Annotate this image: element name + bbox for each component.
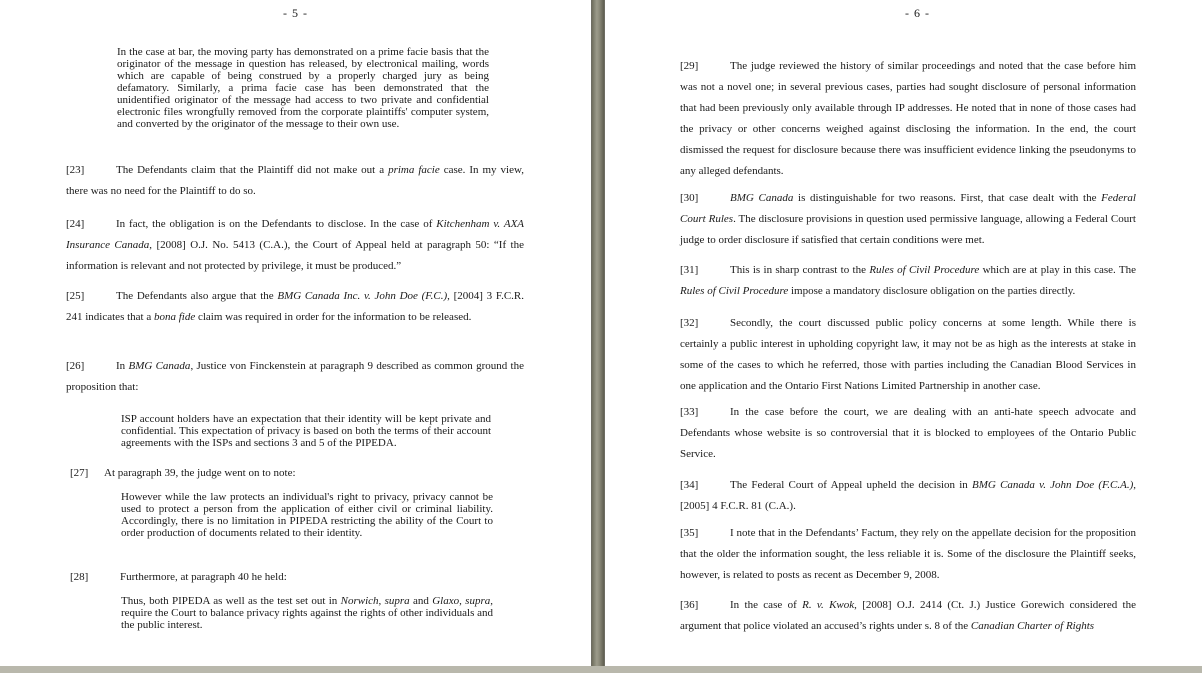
paragraph-34: [34] The Federal Court of Appeal upheld the decision in BMG Canada v. John Doe (F.C.A.), [2005] 4 F.C.R. 81 (C.A.). xyxy=(680,479,1136,512)
paragraph-23: [23] The Defendants claim that the Plaintiff did not make out a prima facie case. In my view, there was no need for the Plaintiff to do so. xyxy=(66,164,524,197)
paragraph-25: [25] The Defendants also argue that the BMG Canada Inc. v. John Doe (F.C.), [2004] 3 F.C.R. 241 indicates that a bona fide claim was required in order for the information to be released. xyxy=(66,290,525,323)
page-number: - 5 - xyxy=(283,6,308,20)
paragraph-26: [26] In BMG Canada, Justice von Finckenstein at paragraph 9 described as common ground the proposition that: xyxy=(66,360,524,393)
page-number: - 6 - xyxy=(905,6,930,20)
block-quote: However while the law protects an individual's right to privacy, privacy cannot be used to protect a person from the application of either civil or criminal liability. Accordingly, there is no limitation in PIPEDA restricting the ability of the Court to order production of documents related to their identity. xyxy=(121,491,493,539)
page-gutter xyxy=(592,0,604,673)
block-quote: Thus, both PIPEDA as well as the test set out in Norwich, supra and Glaxo, supra, require the Court to balance privacy rights against the rights of other individuals and the public interest. xyxy=(121,595,493,631)
paragraph-28: [28] Furthermore, at paragraph 40 he held: xyxy=(70,571,287,583)
viewer-bottom-edge xyxy=(0,666,1202,673)
page-5 xyxy=(0,0,592,673)
paragraph-33: [33] In the case before the court, we are dealing with an anti-hate speech advocate and Defendants whose website is so controversial that it is blocked to employees of the Ontario Public Service. xyxy=(680,406,1136,460)
paragraph-31: [31] This is in sharp contrast to the Rules of Civil Procedure which are at play in this case. The Rules of Civil Procedure impose a mandatory disclosure obligation on the parties directly. xyxy=(680,264,1137,297)
block-quote: ISP account holders have an expectation that their identity will be kept private and confidential. This expectation of privacy is based on both the terms of their account agreements with the ISPs and sections 3 and 5 of the PIPEDA. xyxy=(121,413,491,449)
page-6 xyxy=(604,0,1202,673)
paragraph-27: [27] At paragraph 39, the judge went on to note: xyxy=(70,467,296,479)
paragraph-29: [29] The judge reviewed the history of similar proceedings and noted that the case before him was not a novel one; in several previous cases, parties had sought disclosure of personal information that had been previously only available through IP addresses. He noted that in none of those cases had the privacy or other concerns weighed against disclosing the information. In the end, the court dismissed the request for disclosure because there was insufficient evidence linking the pseudonyms to any alleged defendants. xyxy=(680,60,1136,177)
paragraph-36: [36] In the case of R. v. Kwok, [2008] O.J. 2414 (Ct. J.) Justice Gorewich considered the argument that police violated an accused’s rights under s. 8 of the Canadian Charter of Rights xyxy=(680,599,1136,632)
paragraph-24: [24] In fact, the obligation is on the Defendants to disclose. In the case of Kitchenham v. AXA Insurance Canada, [2008] O.J. No. 5413 (C.A.), the Court of Appeal held at paragraph 50: “If the information is relevant and not protected by privilege, it must be produced.” xyxy=(66,218,525,272)
paragraph-32: [32] Secondly, the court discussed public policy concerns at some length. While there is certainly a public interest in upholding copyright law, it may not be as high as the interests at stake in some of the cases to which he referred, those with parties including the Canadian Blood Services in one application and the Ontario First Nations Limited Partnership in another case. xyxy=(680,317,1136,392)
paragraph-30: [30] BMG Canada is distinguishable for two reasons. First, that case dealt with the Federal Court Rules. The disclosure provisions in question used permissive language, allowing a Federal Court judge to order disclosure if satisfied that certain conditions were met. xyxy=(680,192,1136,246)
block-quote: In the case at bar, the moving party has demonstrated on a prime facie basis that the originator of the message in question has released, by electronical mailing, words which are capable of being construed by a properly charged jury as being defamatory. Similarly, a prima facie case has been demonstrated that the unidentified originator of the message had access to two private and confidential electronic files wrongfully removed from the corporate plaintiffs' computer system, and converted by the originator of the message to their own use. xyxy=(117,46,489,130)
paragraph-35: [35] I note that in the Defendants’ Factum, they rely on the appellate decision for the proposition that the older the information sought, the less reliable it is. Some of the disclosure the Plaintiff seeks, however, is related to posts as recent as December 9, 2008. xyxy=(680,527,1136,581)
